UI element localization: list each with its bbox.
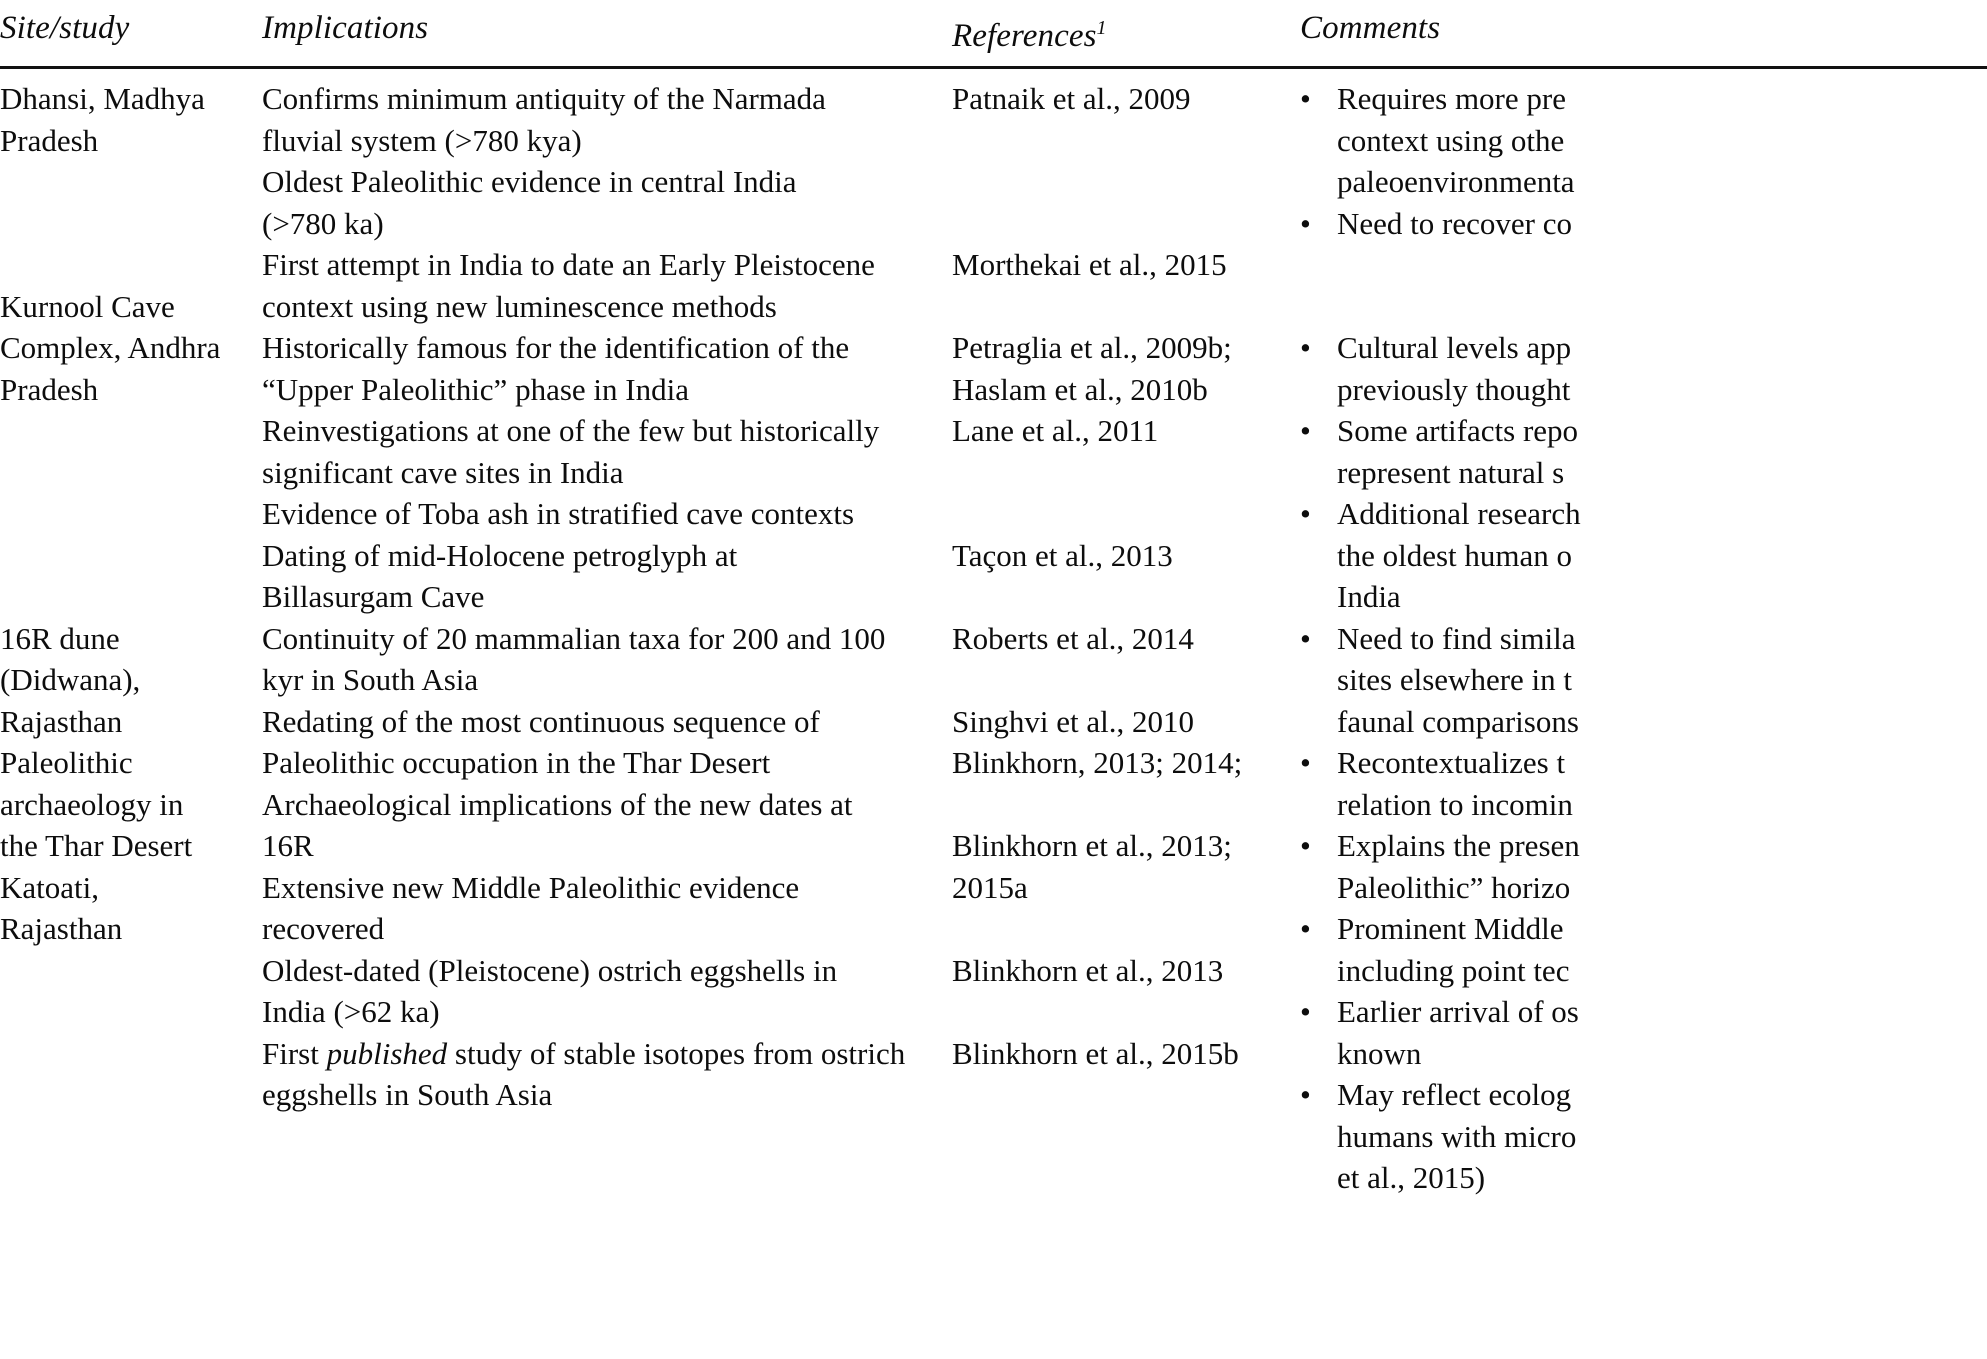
comment-text: Some artifacts repo [1337, 413, 1579, 448]
comment-text: Paleolithic” horizo [1337, 869, 1571, 905]
comment-text: humans with micro [1337, 1118, 1577, 1154]
reference-citation: Patnaik et al., 2009 [952, 81, 1191, 116]
comment-text: et al., 2015) [1337, 1160, 1486, 1195]
reference-citation: 2015a [952, 869, 1028, 905]
reference-citation: Taçon et al., 2013 [952, 537, 1173, 573]
site-study-text-line: Kurnool Cave [0, 288, 175, 324]
reference-citation: Blinkhorn et al., 2013; [952, 828, 1232, 863]
reference-citation: Blinkhorn et al., 2015b [952, 1035, 1239, 1071]
bullet-icon: • [1300, 828, 1311, 863]
comment-text: Cultural levels app [1337, 330, 1572, 365]
comment-text: Earlier arrival of os [1337, 994, 1579, 1029]
implications-text-line: kyr in South Asia [262, 662, 479, 697]
bullet-icon: • [1300, 496, 1311, 531]
site-study-text-line: archaeology in [0, 786, 184, 822]
implications-text-line: First attempt in India to date an Early Pleistocene [262, 247, 875, 282]
bullet-icon: • [1300, 745, 1311, 780]
comment-text: Additional research [1337, 496, 1581, 531]
implications-text-line: Dating of mid-Holocene petroglyph at [262, 537, 738, 573]
reference-citation: Singhvi et al., 2010 [952, 703, 1194, 739]
implications-text-line: Evidence of Toba ash in stratified cave contexts [262, 496, 855, 531]
comment-text: Prominent Middle [1337, 911, 1564, 946]
bullet-icon: • [1300, 911, 1311, 946]
site-study-text-line: Rajasthan [0, 703, 123, 739]
implications-text-line: Billasurgam Cave [262, 579, 485, 614]
comment-text: Recontextualizes t [1337, 745, 1566, 780]
implications-text-line: Reinvestigations at one of the few but historically [262, 413, 880, 448]
reference-citation: Morthekai et al., 2015 [952, 247, 1227, 282]
comment-text: Need to find simila [1337, 620, 1576, 656]
reference-citation: Lane et al., 2011 [952, 413, 1159, 448]
comment-text: previously thought [1337, 371, 1571, 407]
site-study-text-line: 16R dune [0, 620, 120, 656]
bullet-icon: • [1300, 205, 1311, 241]
site-study-text-line: Pradesh [0, 371, 99, 407]
reference-citation: Haslam et al., 2010b [952, 371, 1208, 407]
comment-text: represent natural s [1337, 454, 1565, 490]
reference-citation: Roberts et al., 2014 [952, 620, 1194, 656]
implications-text-line: Paleolithic occupation in the Thar Desert [262, 745, 771, 780]
comment-text: the oldest human o [1337, 537, 1573, 573]
implications-text-line: Oldest Paleolithic evidence in central India [262, 164, 797, 199]
implications-text-line: context using new luminescence methods [262, 288, 777, 324]
implications-text-line: Redating of the most continuous sequence of [262, 703, 820, 739]
bullet-icon: • [1300, 81, 1311, 116]
column-header-references [952, 8, 1107, 56]
bullet-icon: • [1300, 1077, 1311, 1112]
site-study-text-line: Rajasthan [0, 911, 123, 946]
comment-text: May reflect ecolog [1337, 1077, 1572, 1112]
bullet-icon: • [1300, 994, 1311, 1029]
column-header-site-study: Site/study [0, 10, 130, 46]
bullet-icon: • [1300, 330, 1311, 365]
table-header-row [0, 0, 1987, 68]
site-study-text-line: Katoati, [0, 869, 99, 905]
site-study-text-line: (Didwana), [0, 662, 141, 697]
implications-text-line: eggshells in South Asia [262, 1077, 553, 1112]
reference-citation: Petraglia et al., 2009b; [952, 330, 1232, 365]
column-header-comments: Comments [1300, 10, 1441, 46]
implications-text-line: “Upper Paleolithic” phase in India [262, 371, 689, 407]
header-rule [0, 66, 1987, 69]
bullet-icon: • [1300, 413, 1311, 448]
comment-text: Explains the presen [1337, 828, 1580, 863]
site-study-text-line: Paleolithic [0, 745, 133, 780]
implications-text-line: First published study of stable isotopes from ostrich [262, 1035, 906, 1071]
implications-text-line: Confirms minimum antiquity of the Narmada [262, 81, 826, 116]
comment-text: Requires more pre [1337, 81, 1566, 116]
comment-text: Need to recover co [1337, 205, 1572, 241]
reference-citation: Blinkhorn, 2013; 2014; [952, 745, 1243, 780]
implications-text-line: 16R [262, 828, 314, 863]
comment-text: known [1337, 1035, 1422, 1071]
reference-citation: Blinkhorn et al., 2013 [952, 952, 1224, 988]
implications-text-line: India (>62 ka) [262, 994, 440, 1029]
site-study-text-line: Complex, Andhra [0, 330, 221, 365]
implications-text-line: recovered [262, 911, 385, 946]
comment-text: faunal comparisons [1337, 703, 1579, 739]
column-header-implications: Implications [262, 10, 429, 46]
implications-text-line: Archaeological implications of the new dates at [262, 786, 853, 822]
site-study-text-line: the Thar Desert [0, 828, 193, 863]
comment-text: context using othe [1337, 122, 1565, 158]
implications-text-line: significant cave sites in India [262, 454, 624, 490]
comment-text: India [1337, 579, 1401, 614]
bullet-icon: • [1300, 620, 1311, 656]
comment-text: paleoenvironmenta [1337, 164, 1575, 199]
implications-text-line: Historically famous for the identification of the [262, 330, 850, 365]
implications-text-line: Oldest-dated (Pleistocene) ostrich eggshells in [262, 952, 838, 988]
site-study-text-line: Dhansi, Madhya [0, 81, 205, 116]
implications-text-line: (>780 ka) [262, 205, 384, 241]
implications-text-line: Continuity of 20 mammalian taxa for 200 and 100 [262, 620, 886, 656]
comment-text: sites elsewhere in t [1337, 662, 1573, 697]
comment-text: relation to incomin [1337, 786, 1573, 822]
site-study-text-line: Pradesh [0, 122, 99, 158]
column-header-references-label: References [952, 18, 1097, 54]
implications-text-line: Extensive new Middle Paleolithic evidence [262, 869, 800, 905]
comment-text: including point tec [1337, 952, 1570, 988]
column-header-references-footnote-marker: 1 [1096, 17, 1107, 39]
implications-text-line: fluvial system (>780 kya) [262, 122, 582, 158]
